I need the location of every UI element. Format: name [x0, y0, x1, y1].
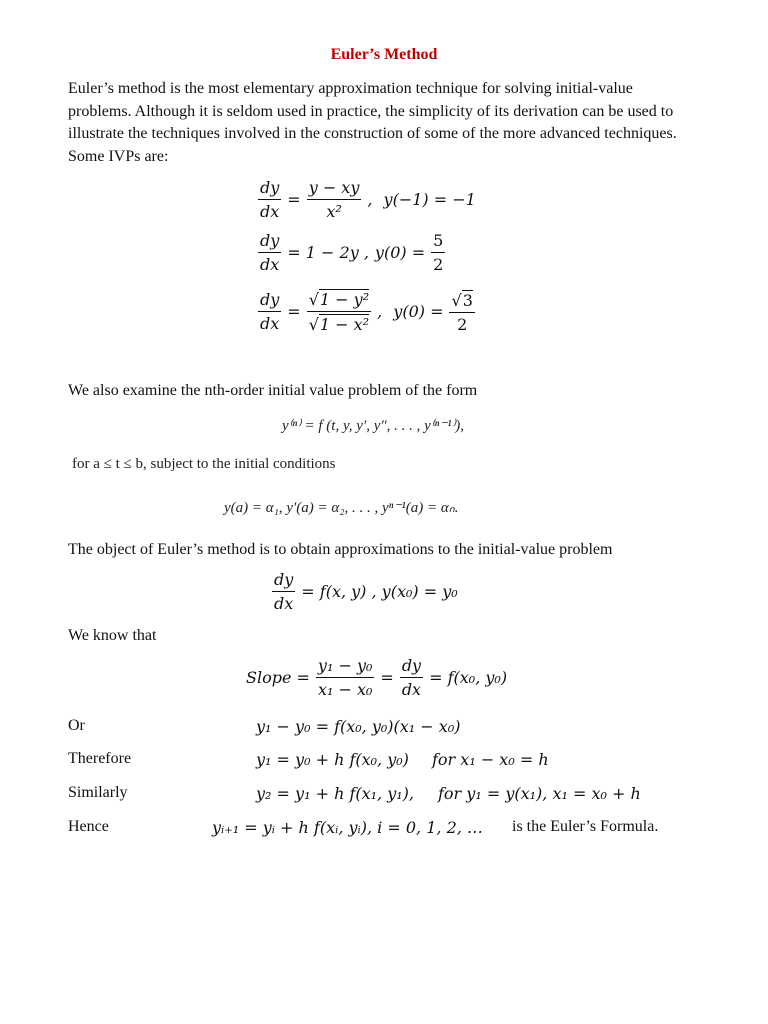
- initial-conditions: y(a) = α₁, y′(a) = α₂, . . . , yⁿ⁻¹(a) = αₙ.: [224, 500, 459, 516]
- row-equation-hence: yᵢ₊₁ = yᵢ + h f(xᵢ, yᵢ), i = 0, 1, 2, …: [212, 818, 483, 837]
- row-extra-hence: is the Euler’s Formula.: [512, 818, 659, 835]
- object-paragraph: The object of Euler’s method is to obtain approximations to the initial-value problem: [68, 541, 613, 558]
- row-extra-similarly: for y₁ = y(x₁), x₁ = x₀ + h: [438, 784, 641, 803]
- row-equation-similarly: y₂ = y₁ + h f(x₁, y₁),: [256, 784, 415, 803]
- row-label-or: Or: [68, 717, 85, 734]
- page-title: Euler’s Method: [330, 46, 438, 63]
- ivp-equation-3: $\frac{dy}{dx}$ = $\frac{\text{√1 − y²}}{\text{√1 − x²}}$ , y(0) = $\frac{√3}{2}$: [260, 290, 473, 334]
- row-extra-therefore: for x₁ − x₀ = h: [432, 750, 549, 769]
- row-label-hence: Hence: [68, 818, 109, 835]
- ivp-equation-1: $\frac{dy}{dx}$ = $\frac{y - xy}{\text{x²}}$ , y(−1) = −1: [260, 178, 476, 221]
- ivp-equation-2: $\frac{dy}{dx}$ = 1 − 2y , y(0) = $\frac{5}{2}$: [260, 231, 444, 274]
- row-equation-or: y₁ − y₀ = f(x₀, y₀)(x₁ − x₀): [256, 717, 461, 736]
- nth-order-intro: We also examine the nth-order initial value problem of the form: [68, 382, 478, 399]
- nth-order-equation: y⁽ⁿ⁾ = f (t, y, y′, y″, . . . , y⁽ⁿ⁻¹⁾),: [282, 418, 465, 434]
- ode-equation: $\frac{dy}{dx}$ = f(x, y) , y(x₀) = y₀: [274, 570, 458, 613]
- we-know-text: We know that: [68, 627, 157, 644]
- condition-text: for a ≤ t ≤ b, subject to the initial conditions: [72, 456, 336, 472]
- row-equation-therefore: y₁ = y₀ + h f(x₀, y₀): [256, 750, 409, 769]
- row-label-therefore: Therefore: [68, 750, 132, 767]
- slope-equation: Slope = $\frac{\text{y₁ − y₀}}{\text{x₁ − x₀}}$ = $\frac{dy}{dx}$ = f(x₀, y₀): [246, 656, 508, 699]
- intro-paragraph: Euler’s method is the most elementary approximation technique for solving initial-value problems. Although it is seldom used in practice, the simplicity of its derivation can be used to illustrate the techniques involved in the construction of some of the more advanced techniques. Some IVPs are:: [68, 80, 677, 165]
- row-label-similarly: Similarly: [68, 784, 128, 801]
